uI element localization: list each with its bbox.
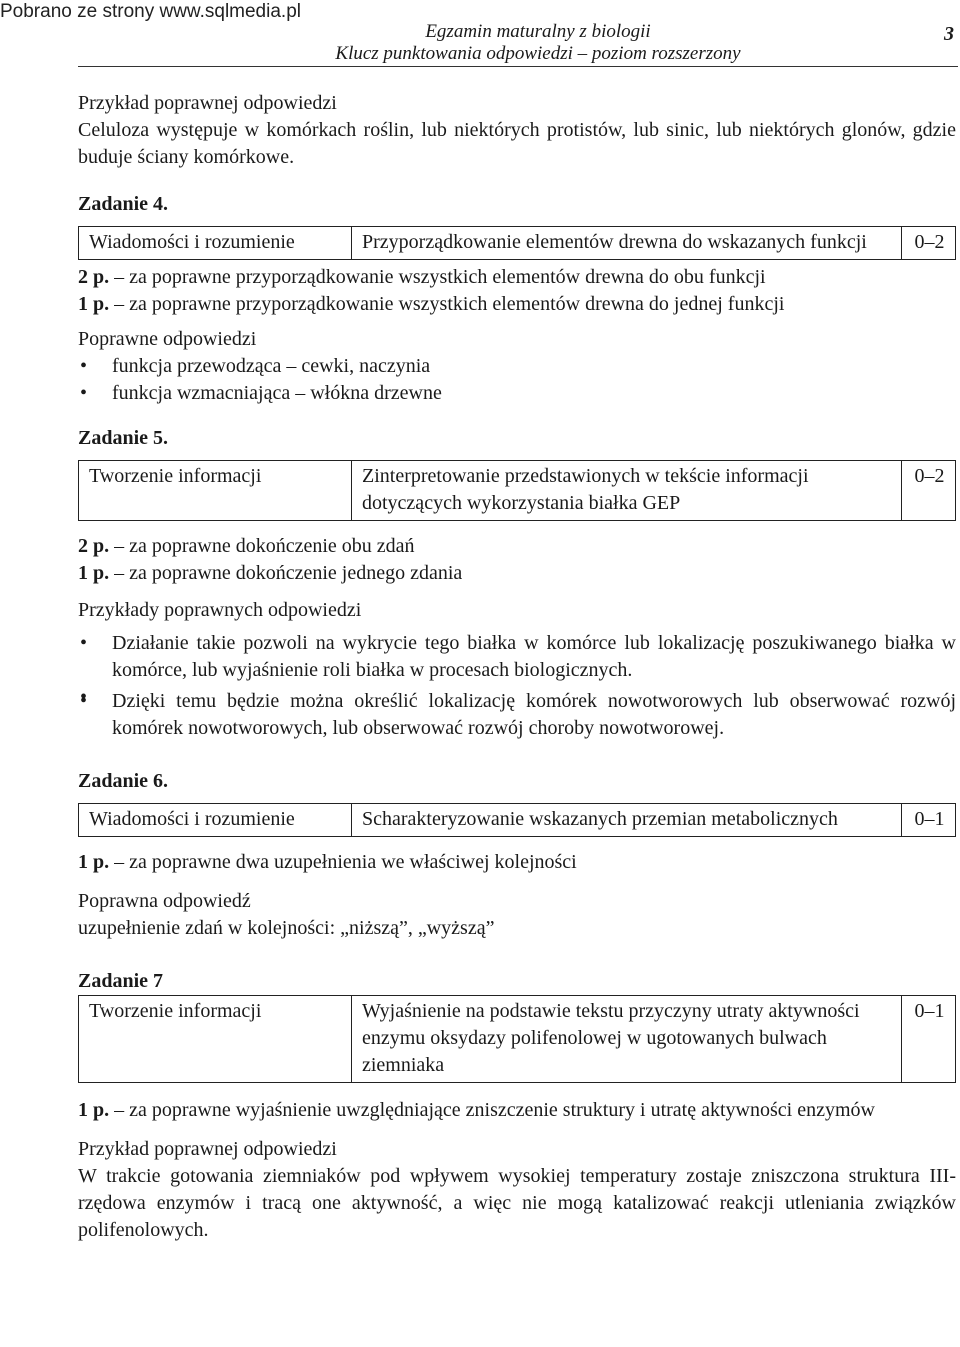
header-subtitle: Klucz punktowania odpowiedzi – poziom rozszerzony [335, 43, 741, 64]
task4-answers-label: Poprawne odpowiedzi [78, 328, 257, 350]
task4-category: Wiadomości i rozumienie [89, 231, 295, 253]
task7-answer: W trakcie gotowania ziemniaków pod wpływem wysokiej temperatury zostaje zniszczona struktura III-rzędowa enzymów i tracą one aktywność, a więc nie mogą katalizować reakcji utleniania związków polifenolowych. [78, 1165, 956, 1241]
task4-criterion: 2 p. – za poprawne przyporządkowanie wszystkich elementów drewna do obu funkcji [78, 266, 766, 288]
header-title: Egzamin maturalny z biologii [425, 21, 651, 42]
task6-points: 0–1 [901, 804, 957, 836]
page-content [78, 90, 956, 1244]
task7-criterion: 1 p. – za poprawne wyjaśnienie uwzględniające zniszczenie struktury i utratę aktywności enzymów [78, 1099, 875, 1121]
watermark: Pobrano ze strony www.sqlmedia.pl [0, 0, 305, 26]
task4-title: Zadanie 4. [78, 193, 169, 215]
list-item: • Dzięki temu będzie można określić lokalizację komórek nowotworowych lub obserwować rozwój komórek nowotworowych, lub obserwować rozwój choroby nowotworowej. [78, 688, 956, 742]
task6-answer: uzupełnienie zdań w kolejności: „niższą”, „wyższą” [78, 917, 495, 939]
intro-label: Przykład poprawnej odpowiedzi [78, 92, 337, 114]
task5-requirement: Zinterpretowanie przedstawionych w tekście informacji dotyczących wykorzystania białka GEP [351, 461, 901, 520]
task7-title: Zadanie 7 [78, 970, 164, 992]
task6-requirement: Scharakteryzowanie wskazanych przemian metabolicznych [351, 804, 901, 836]
task6-category: Wiadomości i rozumienie [89, 808, 295, 830]
task5-answers [78, 630, 956, 742]
task6-table [78, 803, 956, 837]
page-number: 3 [944, 23, 954, 45]
task7-requirement: Wyjaśnienie na podstawie tekstu przyczyny utraty aktywności enzymu oksydazy polifenolowej w ugotowanych bulwach ziemniaka [351, 996, 901, 1082]
task5-criterion: 1 p. – za poprawne dokończenie jednego zdania [78, 562, 463, 584]
list-item: • Działanie takie pozwoli na wykrycie tego białka w komórce lub lokalizację poszukiwanego białka w komórce, lub wyjaśnienie roli białka w procesach biologicznych. [78, 630, 956, 684]
task7-category: Tworzenie informacji [89, 1000, 262, 1022]
task5-answers-label: Przykłady poprawnych odpowiedzi [78, 599, 362, 621]
task4-table [78, 226, 956, 260]
list-item: • funkcja wzmacniająca – włókna drzewne [78, 380, 956, 407]
list-item: • funkcja przewodząca – cewki, naczynia [78, 353, 956, 380]
task4-requirement: Przyporządkowanie elementów drewna do wskazanych funkcji [351, 227, 901, 259]
intro-text: Celuloza występuje w komórkach roślin, lub niektórych protistów, lub sinic, lub niektórych glonów, gdzie buduje ściany komórkowe. [78, 119, 956, 168]
task5-table [78, 460, 956, 521]
task7-table [78, 995, 956, 1083]
task4-points: 0–2 [901, 227, 957, 259]
task5-title: Zadanie 5. [78, 427, 169, 449]
task4-criterion: 1 p. – za poprawne przyporządkowanie wszystkich elementów drewna do jednej funkcji [78, 293, 785, 315]
task7-answers-label: Przykład poprawnej odpowiedzi [78, 1138, 337, 1160]
task7-points: 0–1 [901, 996, 957, 1082]
task6-criterion: 1 p. – za poprawne dwa uzupełnienia we właściwej kolejności [78, 851, 577, 873]
task4-answers [78, 353, 956, 407]
task5-category: Tworzenie informacji [89, 465, 262, 487]
page-header [78, 18, 958, 67]
task6-title: Zadanie 6. [78, 770, 169, 792]
task5-criterion: 2 p. – za poprawne dokończenie obu zdań [78, 535, 415, 557]
task5-points: 0–2 [901, 461, 957, 520]
task6-answers-label: Poprawna odpowiedź [78, 890, 251, 912]
